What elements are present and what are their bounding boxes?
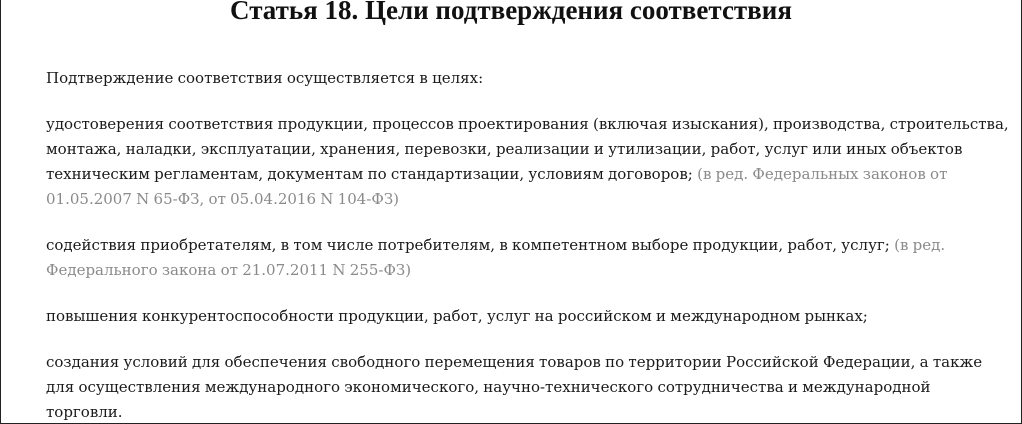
article-body [46,66,1011,424]
item-text: повышения конкурентоспособности продукции, работ, услуг на российском и международном рынках; [46,307,868,325]
list-item [46,233,1011,283]
list-item [46,112,1011,212]
list-item [46,304,1011,329]
item-text: создания условий для обеспечения свободного перемещения товаров по территории Российской Федерации, а также для осуществления международного экономического, научно-технического сотрудничества и международной торговли. [46,353,983,421]
list-item [46,350,1011,424]
item-text: удостоверения соответствия продукции, процессов проектирования (включая изыскания), производства, строительства, монтажа, наладки, эксплуатации, хранения, перевозки, реализации и утилизации, работ, услуг или иных объектов техническим регламентам, документам по стандартизации, условиям договоров; [46,115,1009,183]
edition-note: (в ред. Федеральных законов от 01.05.2007 N 65-ФЗ, от 05.04.2016 N 104-ФЗ) [46,165,948,208]
intro-paragraph: Подтверждение соответствия осуществляется в целях: [46,69,484,87]
edition-note: (в ред. Федерального закона от 21.07.2011 N 255-ФЗ) [46,236,946,279]
item-text: содействия приобретателям, в том числе потребителям, в компетентном выборе продукции, работ, услуг; [46,236,890,254]
article-title: Статья 18. Цели подтверждения соответствия [230,0,792,25]
